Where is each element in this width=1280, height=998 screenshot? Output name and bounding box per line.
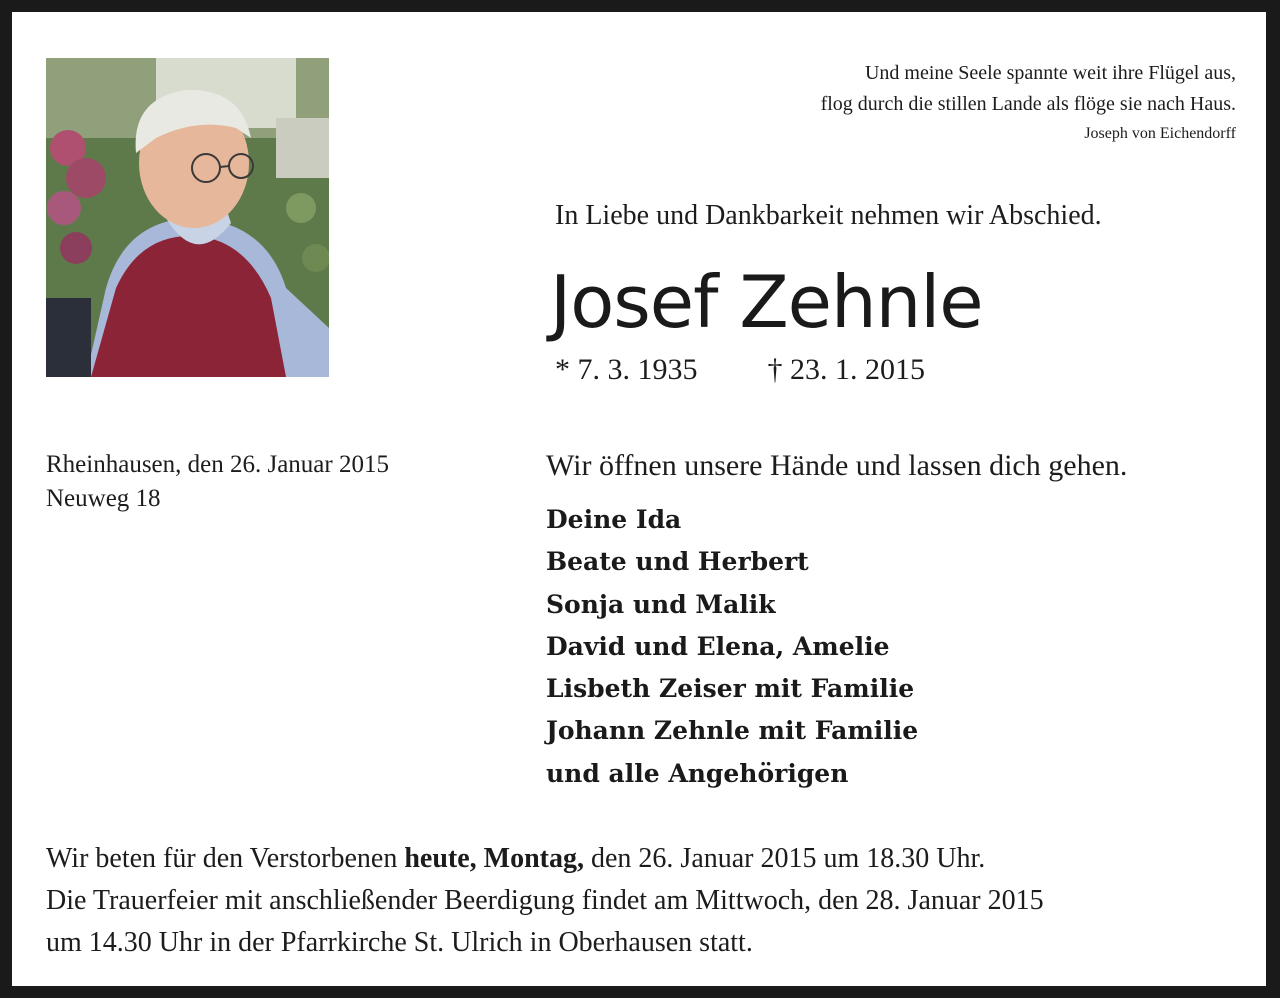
notice-prayer-text: Wir beten für den Verstorbenen [46, 843, 405, 874]
notice-prayer-day: heute, Montag, [404, 843, 584, 874]
poem-author: Joseph von Eichendorff [1084, 125, 1236, 142]
mourner-line: und alle Angehörigen [546, 758, 849, 788]
place-and-address [46, 448, 389, 516]
poem-line-1: Und meine Seele spannte weit ihre Flügel aus, [864, 62, 1236, 84]
mourner-line: Deine Ida [546, 505, 682, 534]
obituary-sheet [12, 12, 1266, 986]
street-address: Neuweg 18 [46, 485, 161, 512]
poem-line-2: flog durch die stillen Lande als flöge sie nach Haus. [820, 93, 1236, 115]
birth-date: * 7. 3. 1935 [555, 353, 698, 386]
portrait-illustration [46, 58, 329, 377]
mourner-line: Beate und Herbert [546, 547, 809, 577]
poem-quote [821, 58, 1236, 146]
farewell-intro: In Liebe und Dankbarkeit nehmen wir Abschied. [555, 200, 1102, 231]
mourner-line: Sonja und Malik [546, 589, 776, 619]
mourners-list [546, 499, 918, 795]
notice-line-2: Die Trauerfeier mit anschließender Beerdigung findet am Mittwoch, den 28. Januar 2015 [46, 885, 1044, 916]
service-notice [46, 838, 1246, 964]
mourner-line: Johann Zehnle mit Familie [546, 716, 919, 746]
death-date: † 23. 1. 2015 [767, 353, 925, 386]
notice-line-1 [46, 838, 1246, 880]
deceased-name: Josef Zehnle [550, 260, 983, 344]
mourner-line: David und Elena, Amelie [546, 631, 890, 661]
notice-prayer-time: den 26. Januar 2015 um 18.30 Uhr. [584, 843, 986, 874]
farewell-verse: Wir öffnen unsere Hände und lassen dich gehen. [546, 449, 1128, 482]
notice-line-3: um 14.30 Uhr in der Pfarrkirche St. Ulrich in Oberhausen statt. [46, 927, 753, 958]
place-date: Rheinhausen, den 26. Januar 2015 [46, 451, 389, 478]
mourner-line: Lisbeth Zeiser mit Familie [546, 674, 915, 704]
life-dates [555, 353, 925, 387]
portrait-photo [46, 58, 329, 377]
